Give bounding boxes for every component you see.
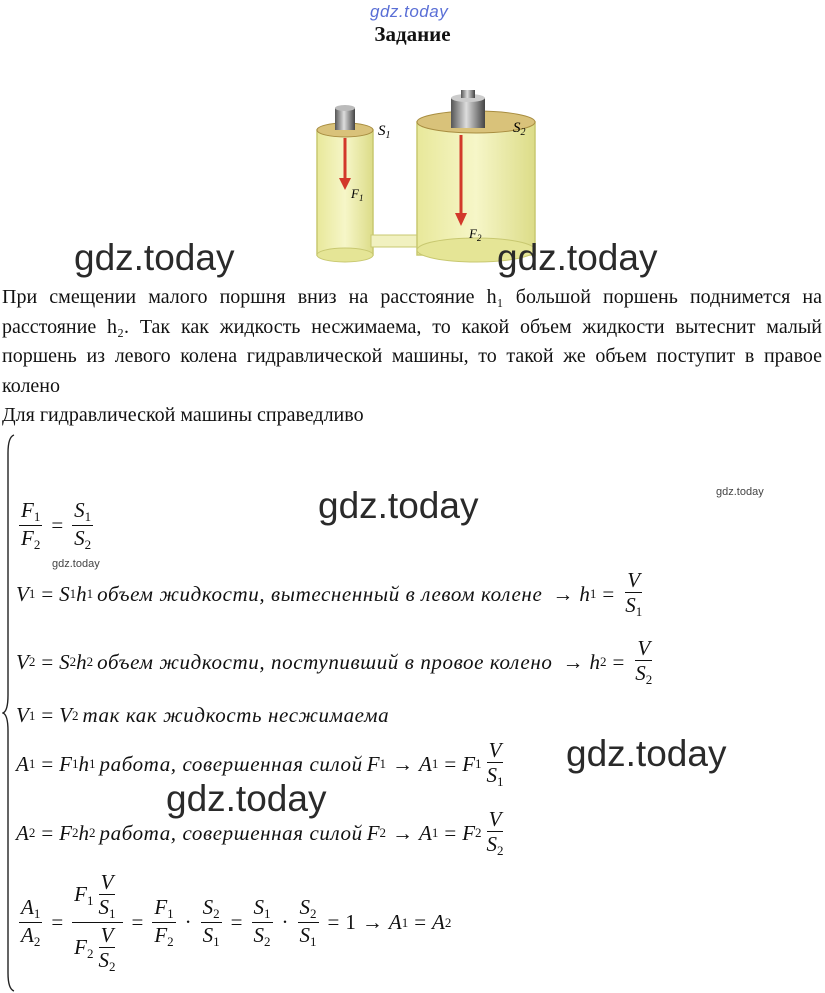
watermark: gdz.today [566, 733, 727, 774]
label-f1: F [351, 186, 359, 201]
paragraph-explanation: При смещении малого поршня вниз на расстояние h₁ большой поршень поднимется на расстояние h₂. Так как жидкость несжимаема, то какой объем жидкости вытеснит малый поршень из левого колена гидравлической машины, то такой же объем поступит в правое колено [2, 286, 822, 397]
watermark: gdz.today [166, 778, 327, 819]
svg-text:F1: $F_1$ [351, 186, 364, 203]
watermark-small: gdz.today [52, 558, 100, 570]
equation-work-ratio: $\frac{A_1}{A_2}$ = $F_1$ $\frac{V}{S_1}$ $F_2$ $\frac{V}{S_2}$ = $\frac{F_1}{F_2}$ · $\frac{S_2}{S_1}$ = $\frac{S_1}{S_2}$ · $\frac{S_2}{S_1}$ = 1 → A 1 = A 2 [21, 870, 452, 975]
top-watermark: gdz.today [370, 2, 449, 21]
page-title: Задание [374, 22, 451, 46]
label-f2: F [469, 226, 477, 241]
watermark: gdz.today [318, 485, 479, 526]
equation-work-1: A 1 = F 1 h 1 работа, совершенная силой F 1 → A 1 = F 1 $\frac{V}{S_1}$ [16, 738, 504, 790]
svg-text:S1: $S_1$ [378, 123, 391, 141]
label-s2: S [513, 120, 521, 136]
watermark-small: gdz.today [716, 486, 764, 498]
svg-text:F2: $F_2$ [469, 226, 482, 243]
paragraph-intro: Для гидравлической машины справедливо [2, 404, 364, 426]
equation-volume-right: V 2 = S 2 h 2 объем жидкости, поступивший в провое колено → h 2 = $\frac{V}{S_2}$ [16, 636, 653, 688]
label-s1: S [378, 123, 386, 139]
watermark: gdz.today [74, 237, 235, 278]
system-brace [2, 433, 16, 993]
equation-force-ratio: $\frac{F_1}{F_2}$ = $\frac{S_1}{S_2}$ [21, 498, 92, 552]
svg-text:S2: $S_2$ [513, 120, 526, 138]
equation-volume-equal: V 1 = V 2 так как жидкость несжимаема [16, 703, 390, 727]
equation-work-2: A 2 = F 2 h 2 работа, совершенная силой F 2 → A 1 = F 2 $\frac{V}{S_2}$ [16, 807, 504, 859]
watermark: gdz.today [497, 237, 658, 278]
large-weight [451, 98, 485, 128]
equation-volume-left: V 1 = S 1 h 1 объем жидкости, вытесненный в левом колене → h 1 = $\frac{V}{S_1}$ [16, 568, 643, 620]
small-weight [335, 108, 355, 130]
